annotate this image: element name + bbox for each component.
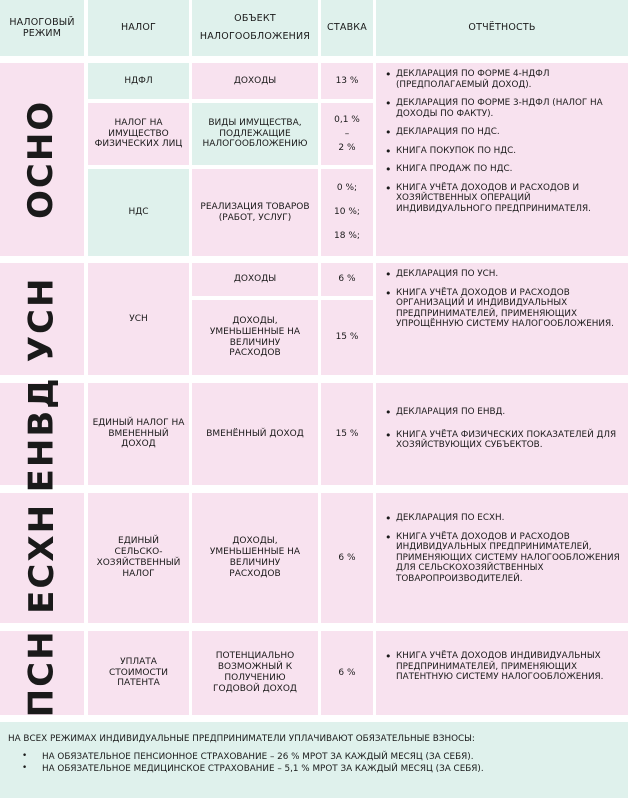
envd-tax: ЕДИНЫЙ НАЛОГ НА ВМЕНЕННЫЙ ДОХОД (88, 383, 189, 485)
osno-rate-property (321, 103, 373, 165)
footer-intro: НА ВСЕХ РЕЖИМАХ ИНДИВИДУАЛЬНЫЕ ПРЕДПРИНИМАТЕЛИ УПЛАЧИВАЮТ ОБЯЗАТЕЛЬНЫЕ ВЗНОСЫ: (8, 734, 475, 744)
list-item: • ДЕКЛАРАЦИЯ ПО ФОРМЕ 4-НДФЛ (ПРЕДПОЛАГАЕМЫЙ ДОХОД). (384, 69, 620, 90)
list-item: • НА ОБЯЗАТЕЛЬНОЕ ПЕНСИОННОЕ СТРАХОВАНИЕ – 26 % МРОТ ЗА КАЖДЫЙ МЕСЯЦ (ЗА СЕБЯ). (8, 752, 618, 764)
usn-object-income: ДОХОДЫ (192, 263, 318, 296)
psn-reporting (376, 631, 628, 715)
header-object: ОБЪЕКТ НАЛОГООБЛОЖЕНИЯ (192, 0, 318, 56)
list-item: • ДЕКЛАРАЦИЯ ПО УСН. (384, 269, 620, 280)
list-item: • КНИГА УЧЁТА ДОХОДОВ И РАСХОДОВ ОРГАНИЗАЦИЙ И ИНДИВИДУАЛЬНЫХ ПРЕДПРИНИМАТЕЛЕЙ, ПРИМЕНЯЮЩИХ УПРОЩЁННУЮ СИСТЕМУ НАЛОГООБЛОЖЕНИЯ. (384, 288, 620, 330)
osno-rate-ndfl: 13 % (321, 63, 373, 99)
osno-object-nds: РЕАЛИЗАЦИЯ ТОВАРОВ (РАБОТ, УСЛУГ) (192, 169, 318, 256)
header-tax: НАЛОГ (88, 0, 189, 56)
list-item: • ДЕКЛАРАЦИЯ ПО ЕСХН. (384, 513, 620, 524)
psn-tax: УПЛАТА СТОИМОСТИ ПАТЕНТА (88, 631, 189, 715)
list-item: • ДЕКЛАРАЦИЯ ПО ФОРМЕ 3-НДФЛ (НАЛОГ НА ДОХОДЫ ПО ФАКТУ). (384, 98, 620, 119)
rate-value: 18 %; (334, 230, 360, 241)
header-reporting: ОТЧЁТНОСТЬ (376, 0, 628, 56)
envd-rate: 15 % (321, 383, 373, 485)
osno-tax-ndfl: НДФЛ (88, 63, 189, 99)
rate-value: 2 % (338, 142, 356, 153)
osno-rate-nds (321, 169, 373, 256)
usn-reporting (376, 263, 628, 375)
usn-object-income-minus-expenses: ДОХОДЫ, УМЕНЬШЕННЫЕ НА ВЕЛИЧИНУ РАСХОДОВ (192, 300, 318, 375)
osno-tax-property: НАЛОГ НА ИМУЩЕСТВО ФИЗИЧЕСКИХ ЛИЦ (88, 103, 189, 165)
eshn-reporting-list (384, 513, 620, 584)
regime-envd: ЕНВД (0, 383, 84, 485)
rate-value: 10 %; (334, 207, 360, 218)
usn-tax: УСН (88, 263, 189, 375)
regime-osno: ОСНО (0, 63, 84, 256)
list-item: • КНИГА УЧЁТА ФИЗИЧЕСКИХ ПОКАЗАТЕЛЕЙ ДЛЯ ХОЗЯЙСТВУЮЩИХ СУБЪЕКТОВ. (384, 430, 620, 451)
usn-rate-income: 6 % (321, 263, 373, 296)
regime-eshn: ЕСХН (0, 493, 84, 623)
rate-dash: – (344, 128, 350, 139)
psn-object: ПОТЕНЦИАЛЬНО ВОЗМОЖНЫЙ К ПОЛУЧЕНИЮ ГОДОВОЙ ДОХОД (192, 631, 318, 715)
eshn-rate: 6 % (321, 493, 373, 623)
eshn-tax: ЕДИНЫЙ СЕЛЬСКО-ХОЗЯЙСТВЕННЫЙ НАЛОГ (88, 493, 189, 623)
osno-object-ndfl: ДОХОДЫ (192, 63, 318, 99)
rate-value: 0 %; (336, 183, 358, 194)
psn-reporting-list (384, 651, 620, 683)
list-item: • НА ОБЯЗАТЕЛЬНОЕ МЕДИЦИНСКОЕ СТРАХОВАНИЕ – 5,1 % МРОТ ЗА КАЖДЫЙ МЕСЯЦ (ЗА СЕБЯ). (8, 764, 618, 776)
osno-reporting-list (384, 69, 620, 214)
usn-rate-income-minus-expenses: 15 % (321, 300, 373, 375)
list-item: • КНИГА ПОКУПОК ПО НДС. (384, 146, 620, 157)
envd-object: ВМЕНЁННЫЙ ДОХОД (192, 383, 318, 485)
header-rate: СТАВКА (321, 0, 373, 56)
list-item: • КНИГА УЧЁТА ДОХОДОВ И РАСХОДОВ ИНДИВИДУАЛЬНЫХ ПРЕДПРИНИМАТЕЛЕЙ, ПРИМЕНЯЮЩИХ СИСТЕМУ НАЛОГООБЛОЖЕНИЯ ДЛЯ СЕЛЬСКОХОЗЯЙСТВЕННЫХ ТОВАРОПРОИЗВОДИТЕЛЕЙ. (384, 532, 620, 585)
osno-tax-nds: НДС (88, 169, 189, 256)
osno-reporting (376, 63, 628, 256)
list-item: • ДЕКЛАРАЦИЯ ПО НДС. (384, 127, 620, 138)
list-item: • КНИГА ПРОДАЖ ПО НДС. (384, 164, 620, 175)
list-item: • КНИГА УЧЁТА ДОХОДОВ ИНДИВИДУАЛЬНЫХ ПРЕДПРИНИМАТЕЛЕЙ, ПРИМЕНЯЮЩИХ ПАТЕНТНУЮ СИСТЕМУ НАЛОГООБЛОЖЕНИЯ. (384, 651, 620, 683)
eshn-object: ДОХОДЫ, УМЕНЬШЕННЫЕ НА ВЕЛИЧИНУ РАСХОДОВ (192, 493, 318, 623)
envd-reporting (376, 383, 628, 485)
envd-reporting-list (384, 407, 620, 451)
eshn-reporting (376, 493, 628, 623)
list-item: • ДЕКЛАРАЦИЯ ПО ЕНВД. (384, 407, 620, 418)
footer-list (8, 752, 618, 776)
usn-reporting-list (384, 269, 620, 330)
footer-note (0, 722, 628, 798)
regime-psn: ПСН (0, 631, 84, 715)
osno-object-property: ВИДЫ ИМУЩЕСТВА, ПОДЛЕЖАЩИЕ НАЛОГООБЛОЖЕНИЮ (192, 103, 318, 165)
regime-usn: УСН (0, 263, 84, 375)
header-regime: НАЛОГОВЫЙ РЕЖИМ (0, 0, 84, 56)
rate-value: 0,1 % (334, 114, 360, 125)
psn-rate: 6 % (321, 631, 373, 715)
list-item: • КНИГА УЧЁТА ДОХОДОВ И РАСХОДОВ И ХОЗЯЙСТВЕННЫХ ОПЕРАЦИЙ ИНДИВИДУАЛЬНОГО ПРЕДПРИНИМАТЕЛЯ. (384, 183, 620, 215)
